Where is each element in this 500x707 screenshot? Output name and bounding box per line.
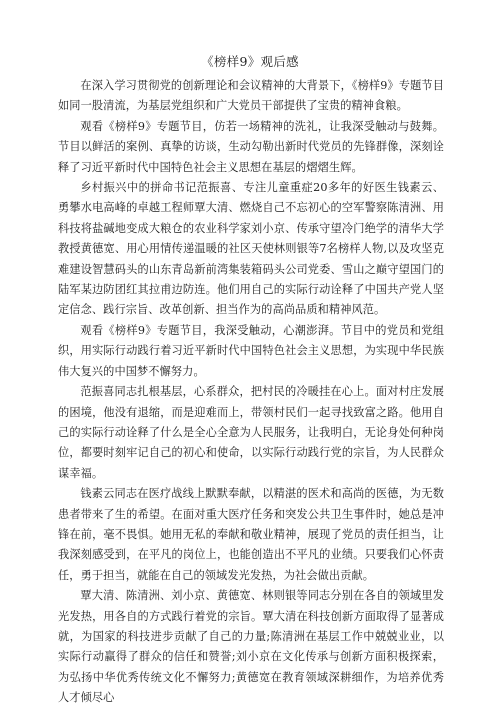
document-title: 《榜样9》观后感: [201, 54, 299, 69]
paragraph-reflection: 观看《榜样9》专题节目，我深受触动，心潮澎湃。节目中的党员和党组织，用实际行动践行着习近平新时代中国特色社会主义思想，为实现中华民族伟大复兴的中国梦不懈努力。: [58, 323, 444, 378]
document-body: [58, 76, 444, 707]
paragraph-intro: 在深入学习贯彻党的创新理论和会议精神的大背景下，《榜样9》专题节目如同一股清流，为基层党组织和广大党员干部提供了宝贵的精神食粮。: [58, 79, 444, 113]
paragraph-others: 覃大清、陈清洲、刘小京、黄德宽、林则银等同志分别在各自的领域里发光发热，用各自的方式践行着党的宗旨。覃大清在科技创新方面取得了显著成就，为国家的科技进步贡献了自己的力量;陈清洲在基层工作中兢兢业业，以实际行动赢得了群众的信任和赞誉;刘小京在文化传承与创新方面积极探索，为弘扬中华优秀传统文化不懈努力;黄德宽在教育领域深耕细作，为培养优秀人才倾尽心: [58, 589, 444, 705]
paragraph-fan-zhenxi: 范振喜同志扎根基层，心系群众，把村民的冷暖挂在心上。面对村庄发展的困境，他没有退缩，而是迎难而上，带领村民们一起寻找致富之路。他用自己的实际行动诠释了什么是全心全意为人民服务，让我明白，无论身处何种岗位，都要时刻牢记自己的初心和使命，以实际行动践行党的宗旨，为人民群众谋幸福。: [58, 385, 444, 480]
paragraph-qian-suyun: 钱素云同志在医疗战线上默默奉献，以精湛的医术和高尚的医德，为无数患者带来了生的希望。在面对重大医疗任务和突发公共卫生事件时，她总是冲锋在前，毫不畏惧。她用无私的奉献和敬业精神，展现了党员的责任担当，让我深刻感受到，在平凡的岗位上，也能创造出不平凡的业绩。只要我们心怀责任，勇于担当，就能在自己的领域发光发热，为社会做出贡献。: [58, 487, 444, 582]
paragraph-role-models: 乡村振兴中的拼命书记范振喜、专注儿童重症20多年的好医生钱素云、勇攀水电高峰的卓越工程师覃大清、燃烧自己不忘初心的空军警察陈清洲、用科技将盐碱地变成大粮仓的农业科学家刘小京、传承守望冷门绝学的清华大学教授黄德宽、用心用情传递温暖的社区天使林则银等7名榜样人物,以及攻坚克难建设智慧码头的山东青岛新前湾集装箱码头公司党委、雪山之巅守望国门的陆军某边防团红其拉甫边防连。他们用自己的实际行动诠释了中国共产党人坚定信念、践行宗旨、改革创新、担当作为的高尚品质和精神风范。: [58, 181, 444, 317]
paragraph-impression: 观看《榜样9》专题节目，仿若一场精神的洗礼，让我深受触动与鼓舞。节目以鲜活的案例、真挚的访谈，生动勾勒出新时代党员的先锋群像，深刻诠释了习近平新时代中国特色社会主义思想在基层的熠熠生辉。: [58, 119, 444, 174]
